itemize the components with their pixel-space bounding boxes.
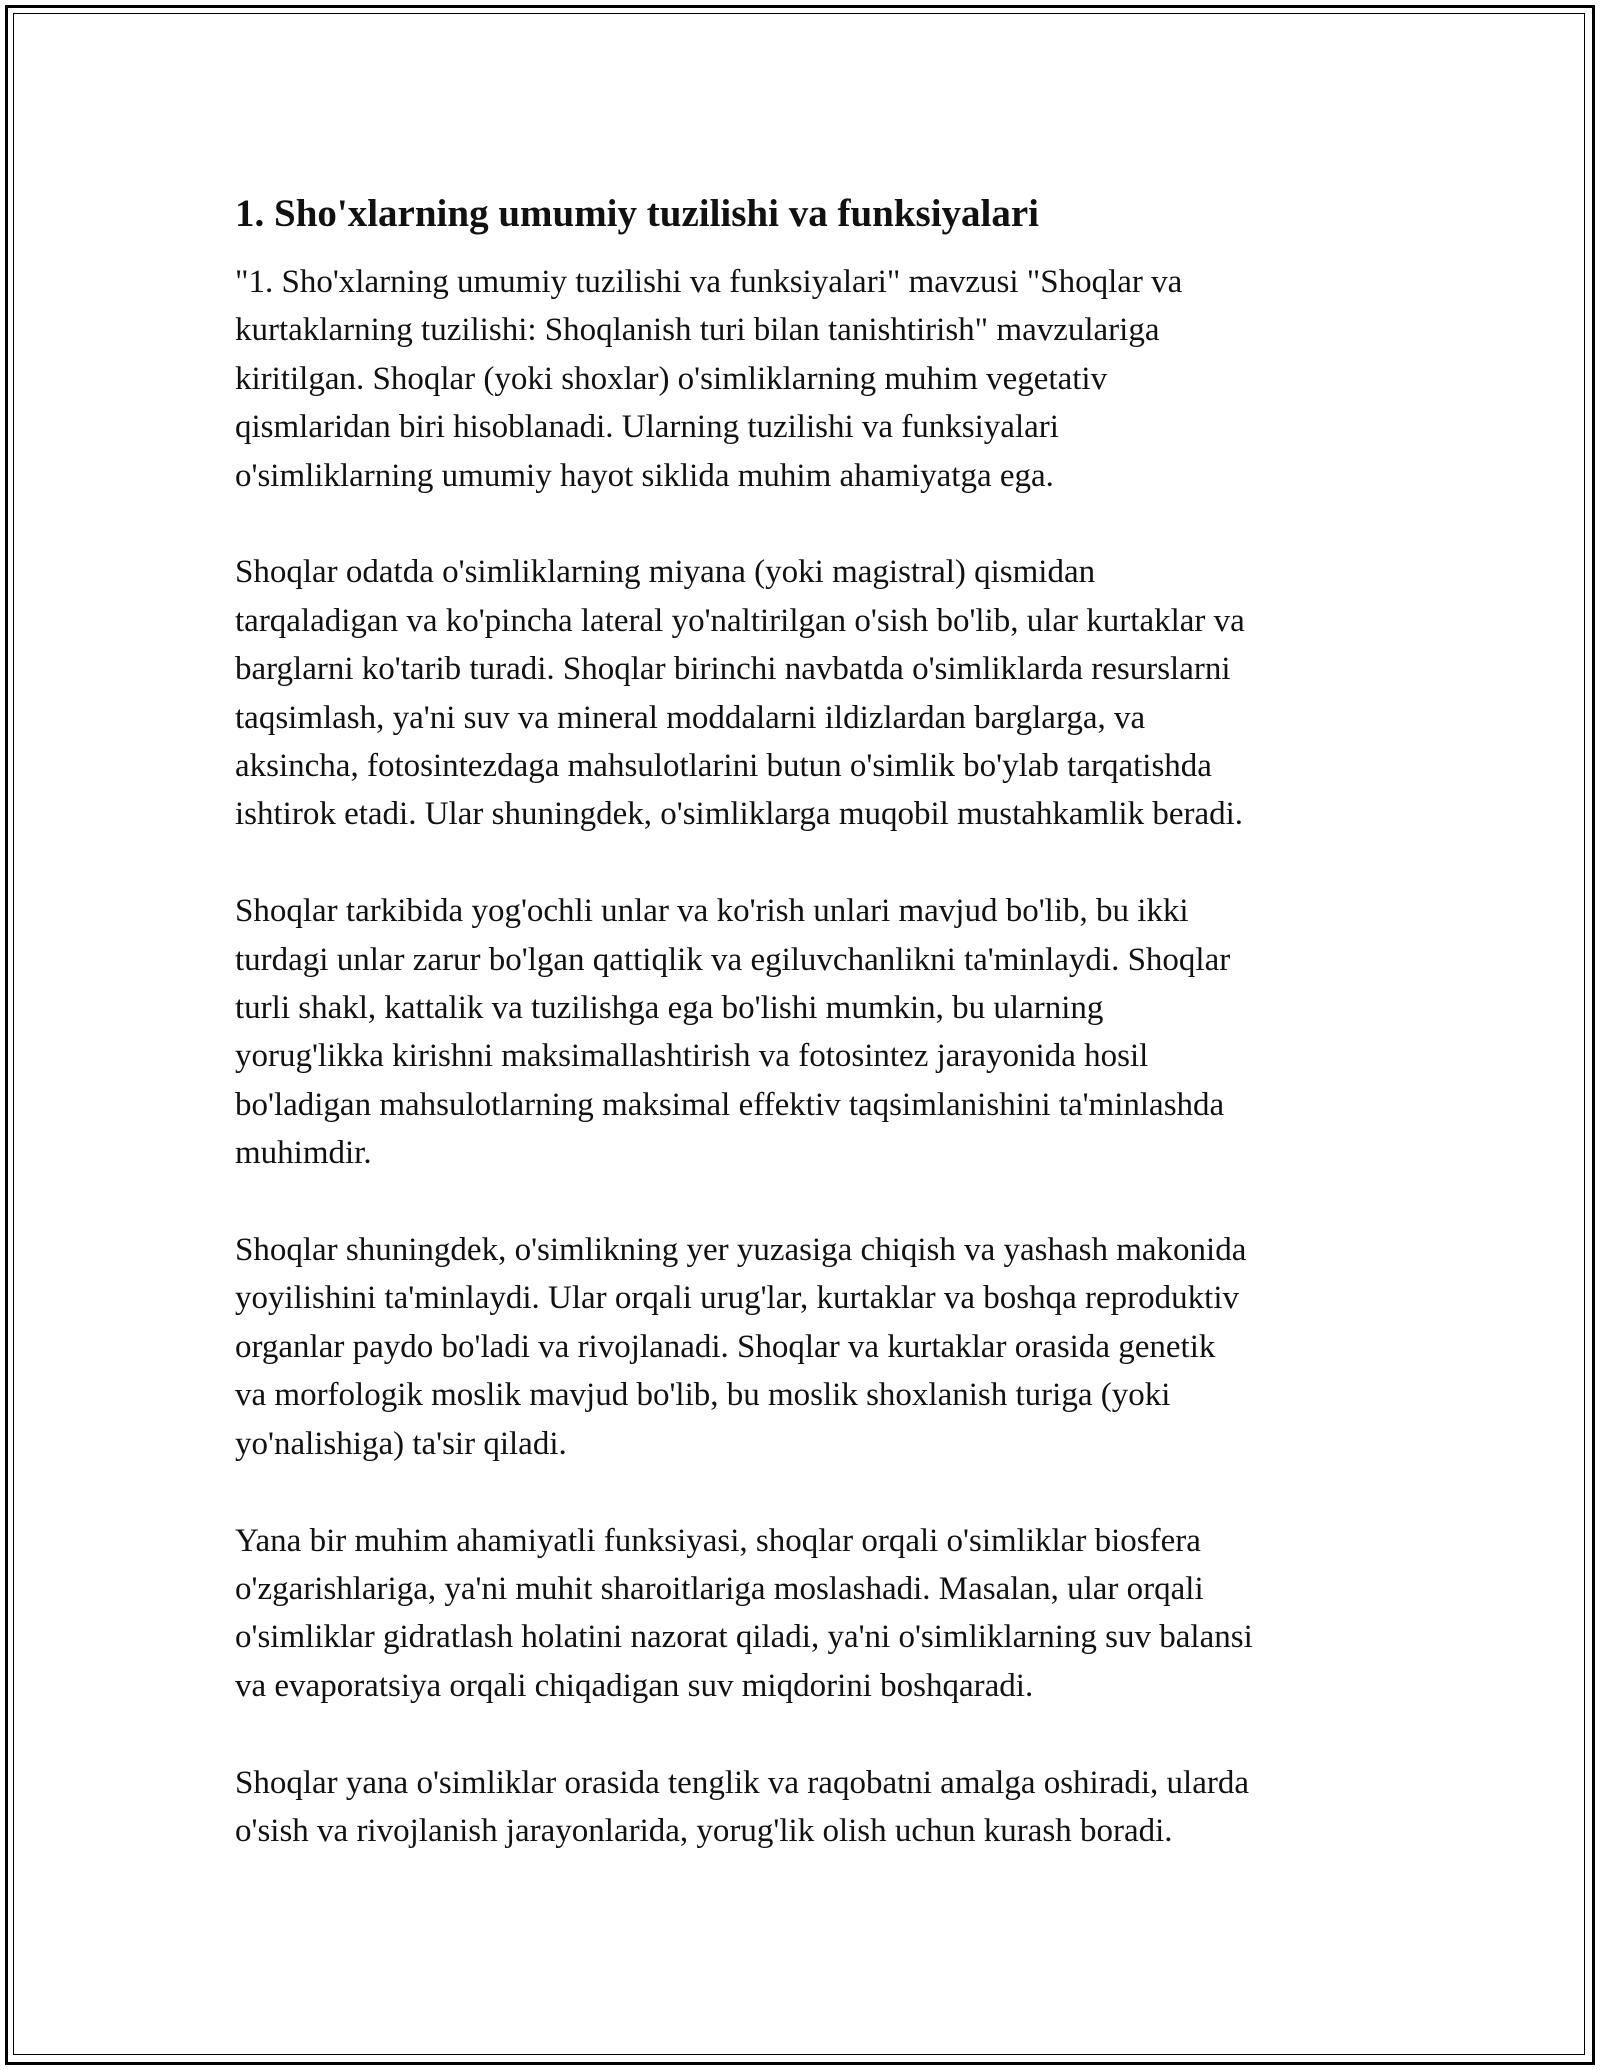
paragraph-line: taqsimlash, ya'ni suv va mineral moddalarni ildizlardan barglarga, va — [235, 699, 1146, 736]
paragraph-line: bo'ladigan mahsulotlarning maksimal effektiv taqsimlanishini ta'minlashda — [235, 1086, 1225, 1123]
paragraph-line: aksincha, fotosintezdaga mahsulotlarini butun o'simlik bo'ylab tarqatishda — [235, 748, 1212, 785]
paragraph-line: o'zgarishlariga, ya'ni muhit sharoitlariga moslashadi. Masalan, ular orqali — [235, 1570, 1204, 1607]
paragraph-line: barglarni ko'tarib turadi. Shoqlar birinchi navbatda o'simliklarda resurslarni — [235, 651, 1231, 688]
document-title: 1. Sho'xlarning umumiy tuzilishi va funksiyalari — [235, 192, 1040, 235]
paragraph-line: "1. Sho'xlarning umumiy tuzilishi va funksiyalari" mavzusi "Shoqlar va — [235, 264, 1183, 300]
paragraph-line: Yana bir muhim ahamiyatli funksiyasi, shoqlar orqali o'simliklar biosfera — [235, 1522, 1201, 1559]
paragraph-line: va evaporatsiya orqali chiqadigan suv miqdorini boshqaradi. — [235, 1667, 1034, 1704]
paragraph-line: Shoqlar odatda o'simliklarning miyana (yoki magistral) qismidan — [235, 554, 1096, 591]
paragraph-5 — [235, 1517, 1380, 1711]
paragraph-line: muhimdir. — [235, 1135, 372, 1172]
paragraph-line: turli shakl, kattalik va tuzilishga ega bo'lishi mumkin, bu ularning — [235, 990, 1104, 1027]
paragraph-line: o'simliklarning umumiy hayot siklida muhim ahamiyatga ega. — [235, 457, 1054, 494]
paragraph-6 — [235, 1759, 1380, 1856]
paragraph-line: kiritilgan. Shoqlar (yoki shoxlar) o'simliklarning muhim vegetativ — [235, 360, 1108, 397]
paragraph-line: yo'nalishiga) ta'sir qiladi. — [235, 1425, 567, 1462]
paragraph-line: ishtirok etadi. Ular shuningdek, o'simliklarga muqobil mustahkamlik beradi. — [235, 796, 1244, 833]
paragraph-line: organlar paydo bo'ladi va rivojlanadi. Shoqlar va kurtaklar orasida genetik — [235, 1328, 1216, 1365]
paragraph-3 — [235, 887, 1380, 1177]
paragraph-2 — [235, 548, 1380, 838]
paragraph-1 — [235, 258, 1380, 500]
paragraph-line: kurtaklarning tuzilishi: Shoqlanish turi bilan tanishtirish" mavzulariga — [235, 312, 1160, 349]
paragraph-line: Shoqlar shuningdek, o'simlikning yer yuzasiga chiqish va yashash makonida — [235, 1232, 1247, 1269]
paragraph-line: o'simliklar gidratlash holatini nazorat qiladi, ya'ni o'simliklarning suv balansi — [235, 1619, 1253, 1656]
paragraph-line: Shoqlar yana o'simliklar orasida tenglik va raqobatni amalga oshiradi, ularda — [235, 1764, 1249, 1801]
paragraph-line: turdagi unlar zarur bo'lgan qattiqlik va egiluvchanlikni ta'minlaydi. Shoqlar — [235, 941, 1231, 978]
paragraph-line: o'sish va rivojlanish jarayonlarida, yorug'lik olish uchun kurash boradi. — [235, 1812, 1173, 1849]
paragraph-line: yorug'likka kirishni maksimallashtirish va fotosintez jarayonida hosil — [235, 1038, 1149, 1075]
paragraph-line: va morfologik moslik mavjud bo'lib, bu moslik shoxlanish turiga (yoki — [235, 1377, 1171, 1414]
paragraph-line: qismlaridan biri hisoblanadi. Ularning tuzilishi va funksiyalari — [235, 409, 1059, 446]
paragraph-line: Shoqlar tarkibida yog'ochli unlar va ko'rish unlari mavjud bo'lib, bu ikki — [235, 893, 1189, 930]
paragraph-line: tarqaladigan va ko'pincha lateral yo'naltirilgan o'sish bo'lib, ular kurtaklar va — [235, 602, 1245, 639]
paragraph-line: yoyilishini ta'minlaydi. Ular orqali urug'lar, kurtaklar va boshqa reproduktiv — [235, 1280, 1240, 1317]
paragraph-4 — [235, 1226, 1380, 1468]
document-body — [235, 186, 1380, 1904]
